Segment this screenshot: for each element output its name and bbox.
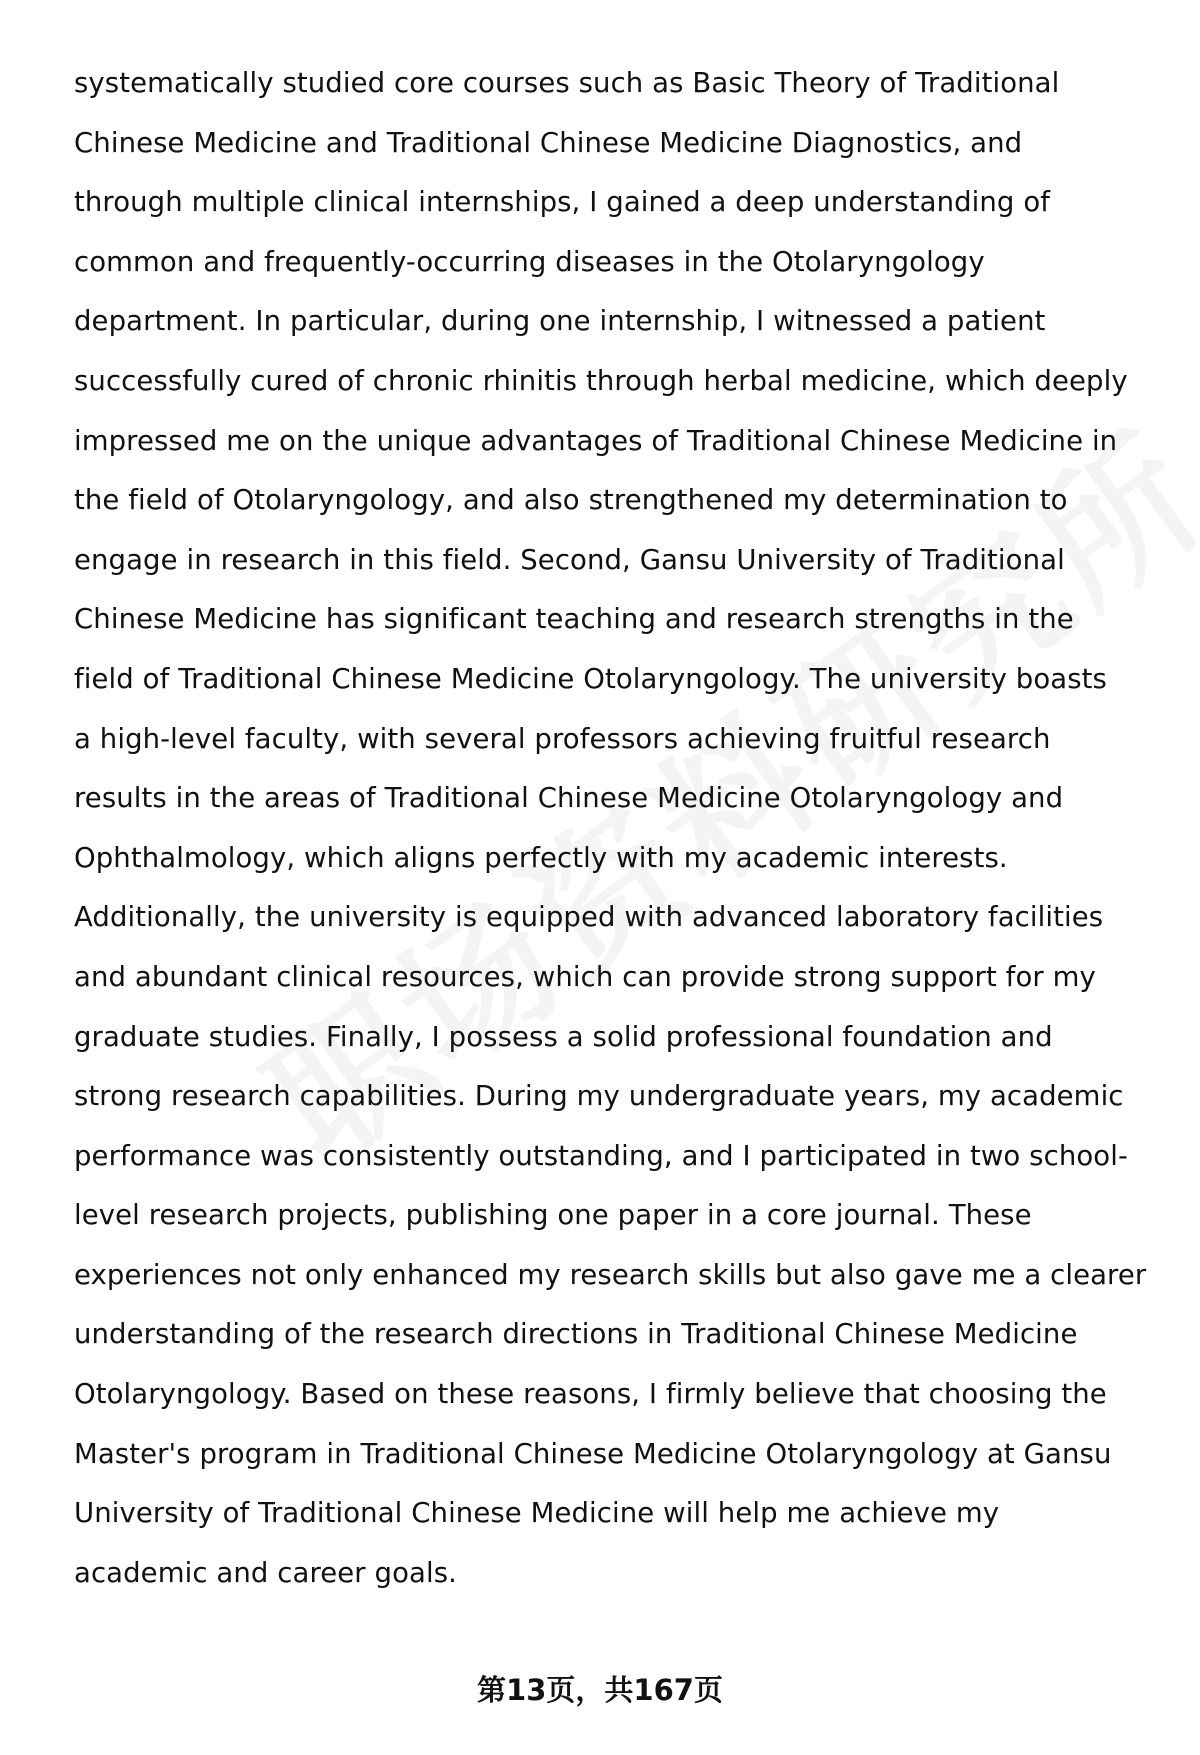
text-line: through multiple clinical internships, I gained a deep understanding of: [74, 186, 1051, 219]
text-line: University of Traditional Chinese Medicine will help me achieve my: [74, 1497, 1000, 1530]
text-line: Ophthalmology, which aligns perfectly with my academic interests.: [74, 841, 1008, 874]
text-line: systematically studied core courses such as Basic Theory of Traditional: [74, 67, 1060, 99]
text-line: impressed me on the unique advantages of Traditional Chinese Medicine in: [74, 424, 1118, 457]
text-line: Otolaryngology. Based on these reasons, I firmly believe that choosing the: [74, 1378, 1107, 1411]
text-line: common and frequently-occurring diseases in the Otolaryngology: [74, 245, 985, 278]
text-line: successfully cured of chronic rhinitis through herbal medicine, which deeply: [74, 364, 1128, 397]
text-line: and abundant clinical resources, which can provide strong support for my: [74, 960, 1096, 993]
text-line: a high-level faculty, with several professors achieving fruitful research: [74, 722, 1051, 755]
page-number-footer: 第13页，共167页: [477, 1673, 723, 1707]
text-line: field of Traditional Chinese Medicine Otolaryngology. The university boasts: [74, 662, 1107, 695]
text-line: level research projects, publishing one paper in a core journal. These: [74, 1199, 1032, 1232]
text-line: Chinese Medicine has significant teaching and research strengths in the: [74, 603, 1074, 636]
text-line: the field of Otolaryngology, and also strengthened my determination to: [74, 484, 1068, 517]
text-line: experiences not only enhanced my research skills but also gave me a clearer: [74, 1258, 1147, 1291]
text-line: engage in research in this field. Second, Gansu University of Traditional: [74, 543, 1065, 576]
text-line: results in the areas of Traditional Chinese Medicine Otolaryngology and: [74, 782, 1064, 815]
text-line: academic and career goals.: [74, 1556, 457, 1589]
text-line: performance was consistently outstanding, and I participated in two school-: [74, 1139, 1128, 1172]
text-line: graduate studies. Finally, I possess a solid professional foundation and: [74, 1020, 1053, 1053]
text-line: Master's program in Traditional Chinese Medicine Otolaryngology at Gansu: [74, 1437, 1112, 1470]
text-line: department. In particular, during one internship, I witnessed a patient: [74, 305, 1046, 338]
text-line: Chinese Medicine and Traditional Chinese Medicine Diagnostics, and: [74, 126, 1023, 159]
body-text: [74, 54, 1174, 1603]
text-line: Additionally, the university is equipped with advanced laboratory facilities: [74, 901, 1104, 934]
text-line: understanding of the research directions in Traditional Chinese Medicine: [74, 1318, 1078, 1351]
text-line: strong research capabilities. During my undergraduate years, my academic: [74, 1080, 1124, 1113]
